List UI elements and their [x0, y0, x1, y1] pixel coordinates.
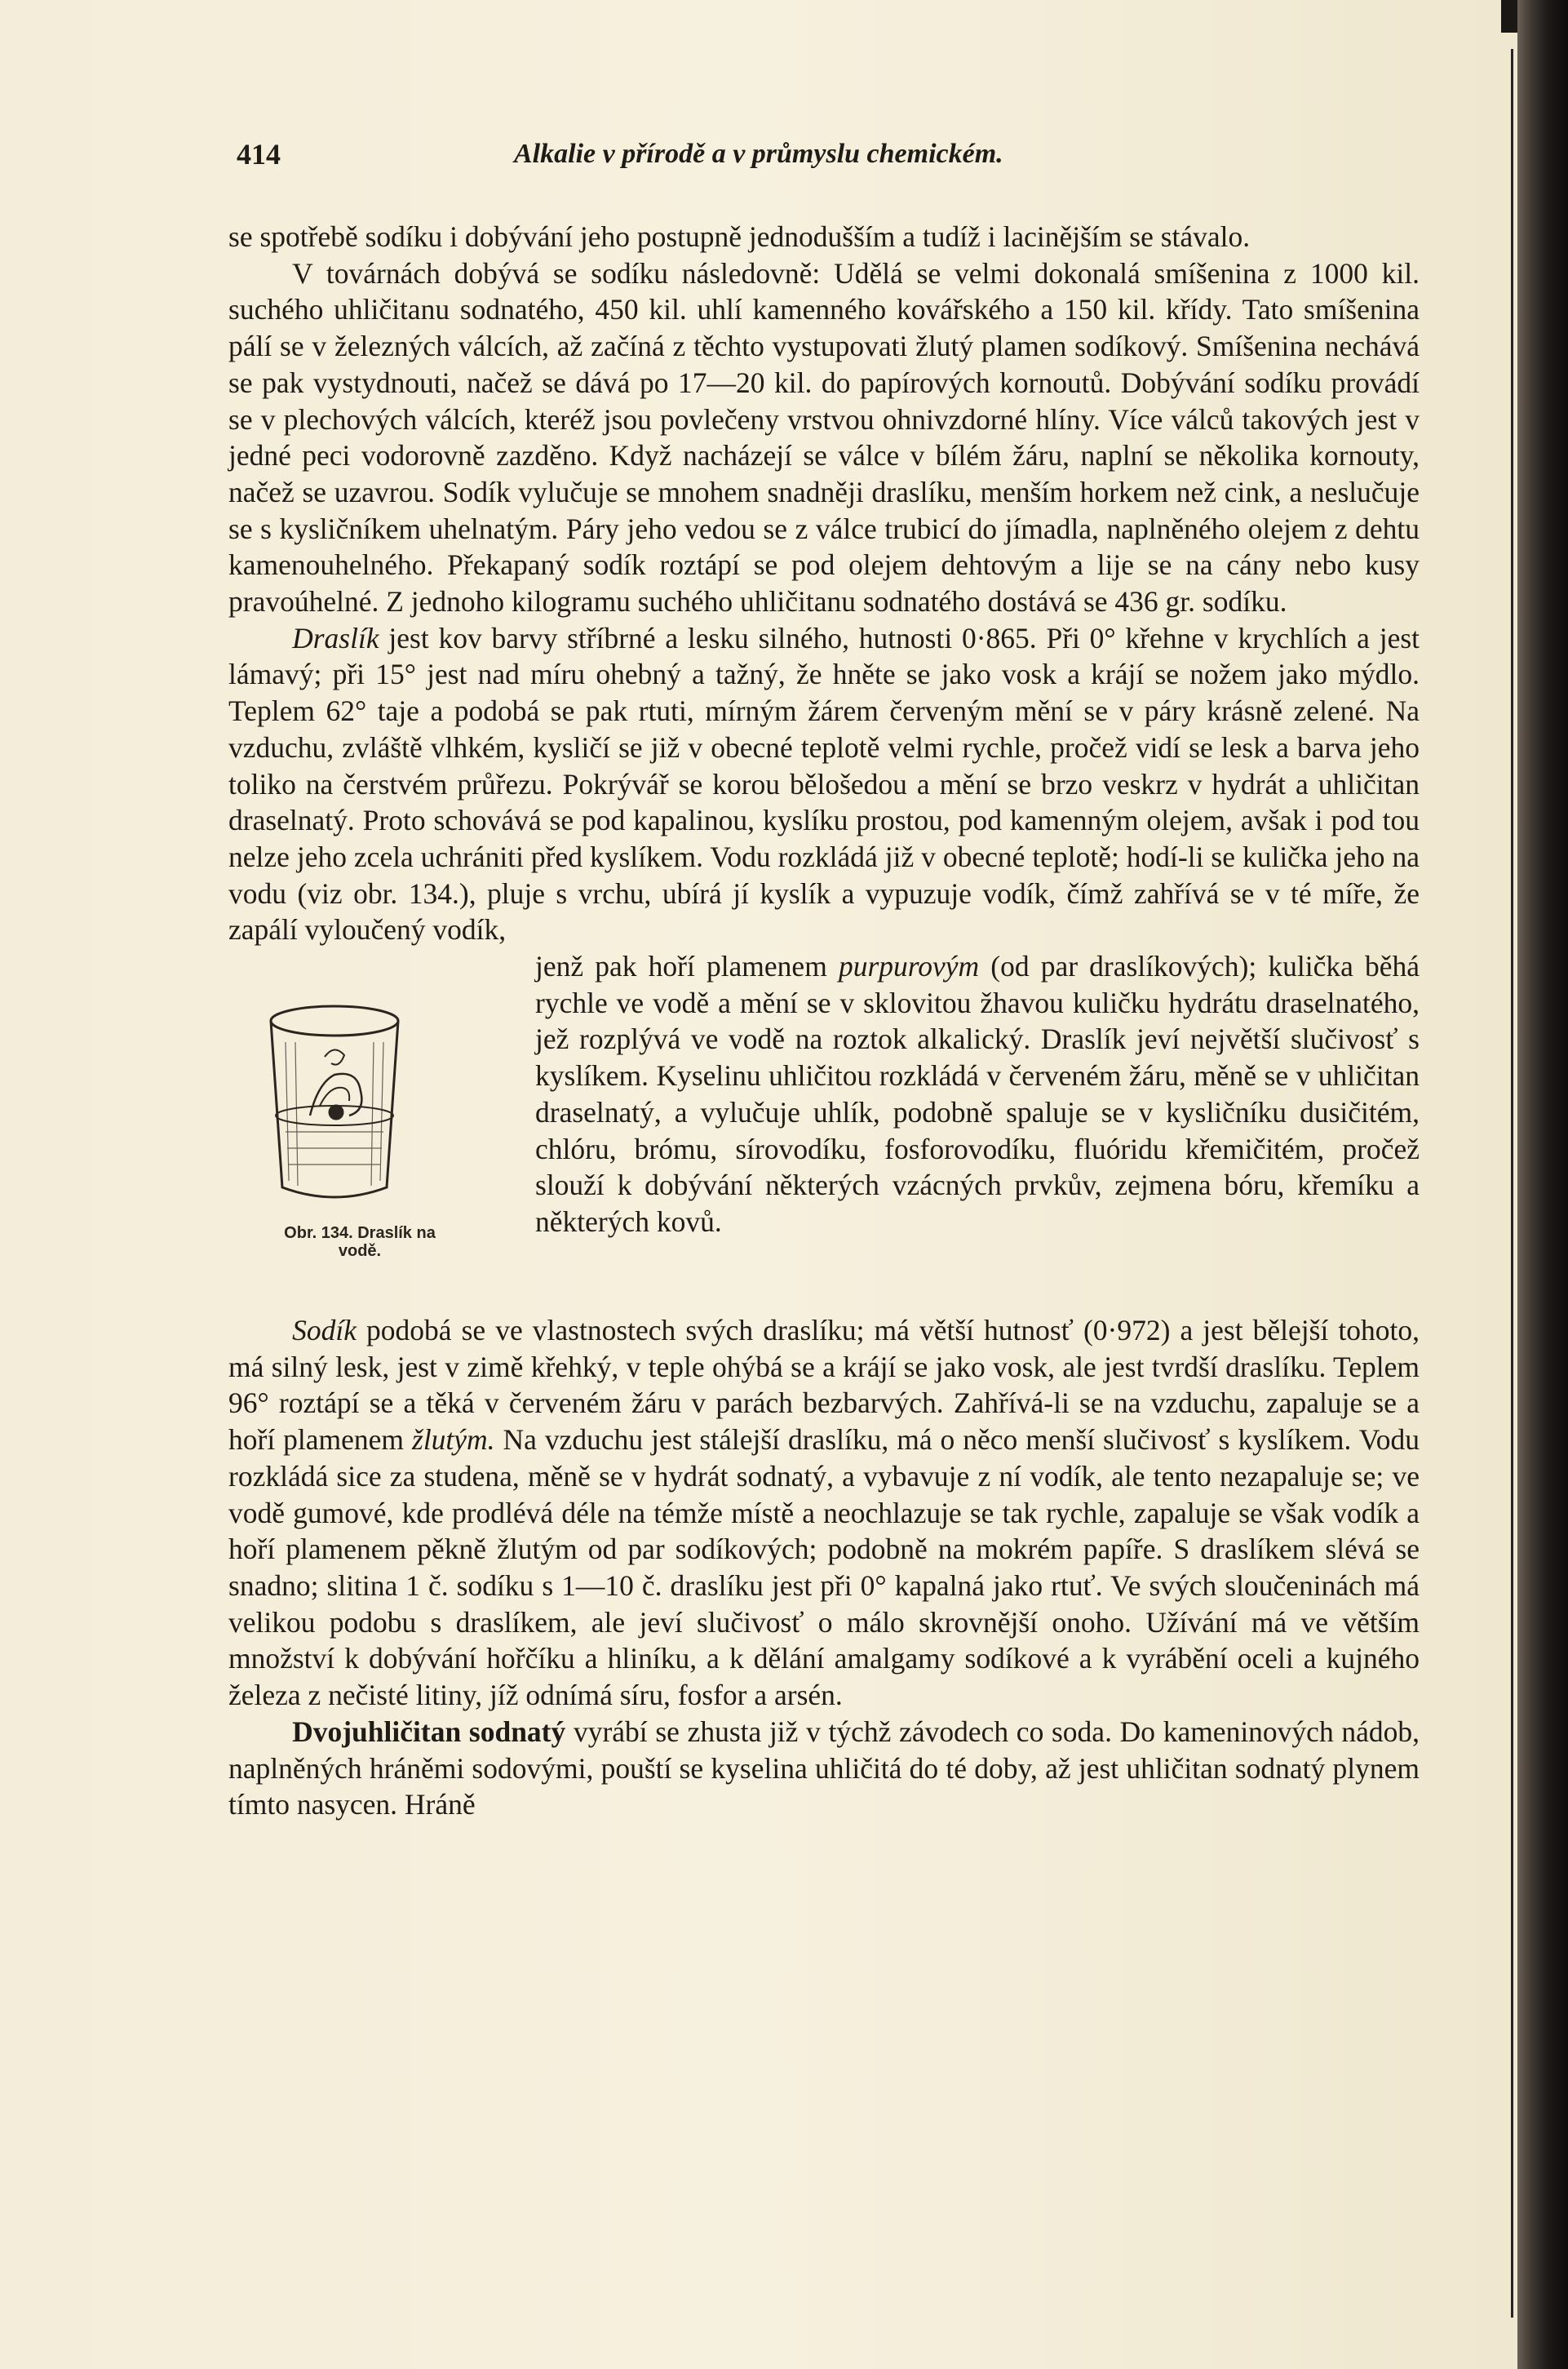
page-header [237, 137, 1420, 194]
sodium-text-a: podobá se ve vlastnostech svých draslíku; má větší hutnosť (0·972) a jest bělejší tohoto, má silný lesk, jest v zimě křehký, v teple ohýbá se a krájí se jako vosk, ale jest tvrdší draslíku. Teplem 96° roztápí se a těká v červeném žáru v parách bezbarvých. Zahřívá-li se na vzduchu, zapaluje se a hoří plamenem [228, 1314, 1420, 1457]
page-edge-line [1511, 49, 1513, 2318]
flame-wisp [325, 1050, 344, 1065]
term-dvojuhlicitan: Dvojuhličitan sodnatý [292, 1715, 566, 1748]
hatch-line [380, 1042, 383, 1181]
paragraph-potassium [228, 620, 1420, 948]
beaker-rim [271, 1006, 398, 1036]
paragraph-bicarbonate [228, 1714, 1420, 1823]
caption-line-1: Obr. 134. Draslík na [284, 1224, 436, 1243]
flame-text-b: (od par draslíkových); kulička běhá rychle ve vodě a mění se v sklovitou žhavou kuličku hydrátu draselnatého, jež rozplývá ve vodě na roztok alkalický. Draslík jeví největší slučivosť s kyslíkem. Kyselinu uhličitou rozkládá v červeném žáru, měně se v uhličitan draselnatý, a vylučuje uhlík, podobně spaluje se v kysličníku dusičitém, chlóru, brómu, sírovodíku, fosforovodíku, fluóridu křemičitém, pročež slouží k dobývání některých vzácných prvkův, zejmena bóru, křemíku a některých kovů. [535, 950, 1420, 1238]
caption-line-2: vodě. [338, 1242, 382, 1261]
metal-ball [330, 1106, 343, 1119]
beaker-illustration [253, 993, 416, 1213]
figure-134 [228, 948, 514, 1312]
hatch-line [286, 1042, 289, 1181]
term-zlutym: žlutým. [412, 1423, 495, 1457]
running-title: Alkalie v přírodě a v průmyslu chemickém. [514, 139, 1003, 169]
page-edge-corner [1501, 0, 1519, 33]
flame-text-a: jenž pak hoří plamenem [535, 950, 839, 983]
potassium-text: jest kov barvy stříbrné a lesku silného, hutnosti 0·865. Při 0° křehne v krychlích a jest lámavý; při 15° jest nad míru ohebný a tažný, že hněte se jako vosk a krájí se nožem jako mýdlo. Teplem 62° taje a podobá se pak rtuti, mírným žárem červeným mění se v páry krásně zelené. Na vzduchu, zvláště vlhkém, kysličí se již v obecné teplotě velmi rychle, pročež vidí se lesk a barva jeho toliko na čerstvém průřezu. Pokrývář se korou bělošedou a mění se brzo veskrz v hydrát a uhličitan draselnatý. Proto schovává se pod kapalinou, kyslíku prostou, pod kamenným olejem, avšak i pod tou nelze jeho zcela uchrániti před kyslíkem. Vodu rozkládá již v obecné teplotě; hodí-li se kulička jeho na vodu (viz obr. 134.), pluje s vrchu, ubírá jí kyslík a vypuzuje vodík, čímž zahřívá se v té míře, že zapálí vyloučený vodík, [228, 621, 1420, 947]
figure-caption [233, 1224, 486, 1260]
paragraph-sodium [228, 1312, 1420, 1714]
term-draslik: Draslík [292, 621, 379, 654]
sodium-text-b: Na vzduchu jest stálejší draslíku, má o něco menší slučivosť s kyslíkem. Vodu rozkládá sice za studena, měně se v hydrát sodnatý, a vybavuje z ní vodík, ale tento nezapaluje se; ve vodě gumové, kde prodlévá déle na témže místě a neochlazuje se tak rychle, zapaluje se však vodík a hoří plamenem pěkně žlutým od par sodíkových; podobně na mokrém papíře. S draslíkem slévá se snadno; slitina 1 č. sodíku s 1—10 č. draslíku jest při 0° kapalná jako rtuť. Ve svých sloučeninách má velikou podobu s draslíkem, ale jeví slučivosť o málo skrovnější onoho. Užívání má ve větším množství k dobývání hořčíku a hliníku, a k dělání amalgamy sodíkové a k vyrábění oceli a kujného železa z nečisté litiny, jíž odnímá síru, fosfor a arsén. [228, 1423, 1420, 1712]
term-sodik: Sodík [292, 1314, 357, 1347]
page-number: 414 [237, 138, 281, 171]
bicarbonate-text: vyrábí se zhusta již v týchž závodech co soda. Do kameninových nádob, naplněných hráněmi sodovými, pouští se kyselina uhličitá do té doby, až jest uhličitan sodnatý plynem tímto nasycen. Hráně [228, 1715, 1420, 1821]
paragraph-sodium-production: V továrnách dobývá se sodíku následovně: Udělá se velmi dokonalá smíšenina z 1000 kil. suchého uhličitanu sodnatého, 450 kil. uhlí kamenného kovářského a 150 kil. křídy. Tato smíšenina pálí se v železných válcích, až začíná z těchto vystupovati žlutý plamen sodíkový. Smíšenina nechává se pak vystydnouti, načež se dává po 17—20 kil. do papírových kornoutů. Dobývání sodíku provádí se v plechových válcích, kteréž jsou povlečeny vrstvou ohnivzdorné hlíny. Více válců takových jest v jedné peci vodorovně zazděno. Když nacházejí se válce v bílém žáru, naplní se několika kornouty, načež se uzavrou. Sodík vylučuje se mnohem snadněji draslíku, menším horkem než cink, a neslučuje se s kysličníkem uhelnatým. Páry jeho vedou se z válce trubicí do jímadla, naplněného olejem z dehtu kamenouhelného. Překapaný sodík roztápí se pod olejem dehtovým a lije se na cány nebo kusy pravoúhelné. Z jednoho kilogramu suchého uhličitanu sodnatého dostává se 436 gr. sodíku. [228, 256, 1420, 619]
book-gutter [1517, 0, 1568, 2369]
vapor-inner [320, 1088, 349, 1106]
body-text [228, 219, 1420, 1823]
paragraph-continued: se spotřebě sodíku i dobývání jeho postupně jednodušším a tudíž i lacinějším se stávalo. [228, 220, 1251, 253]
term-purpurovym: purpurovým [838, 950, 980, 983]
